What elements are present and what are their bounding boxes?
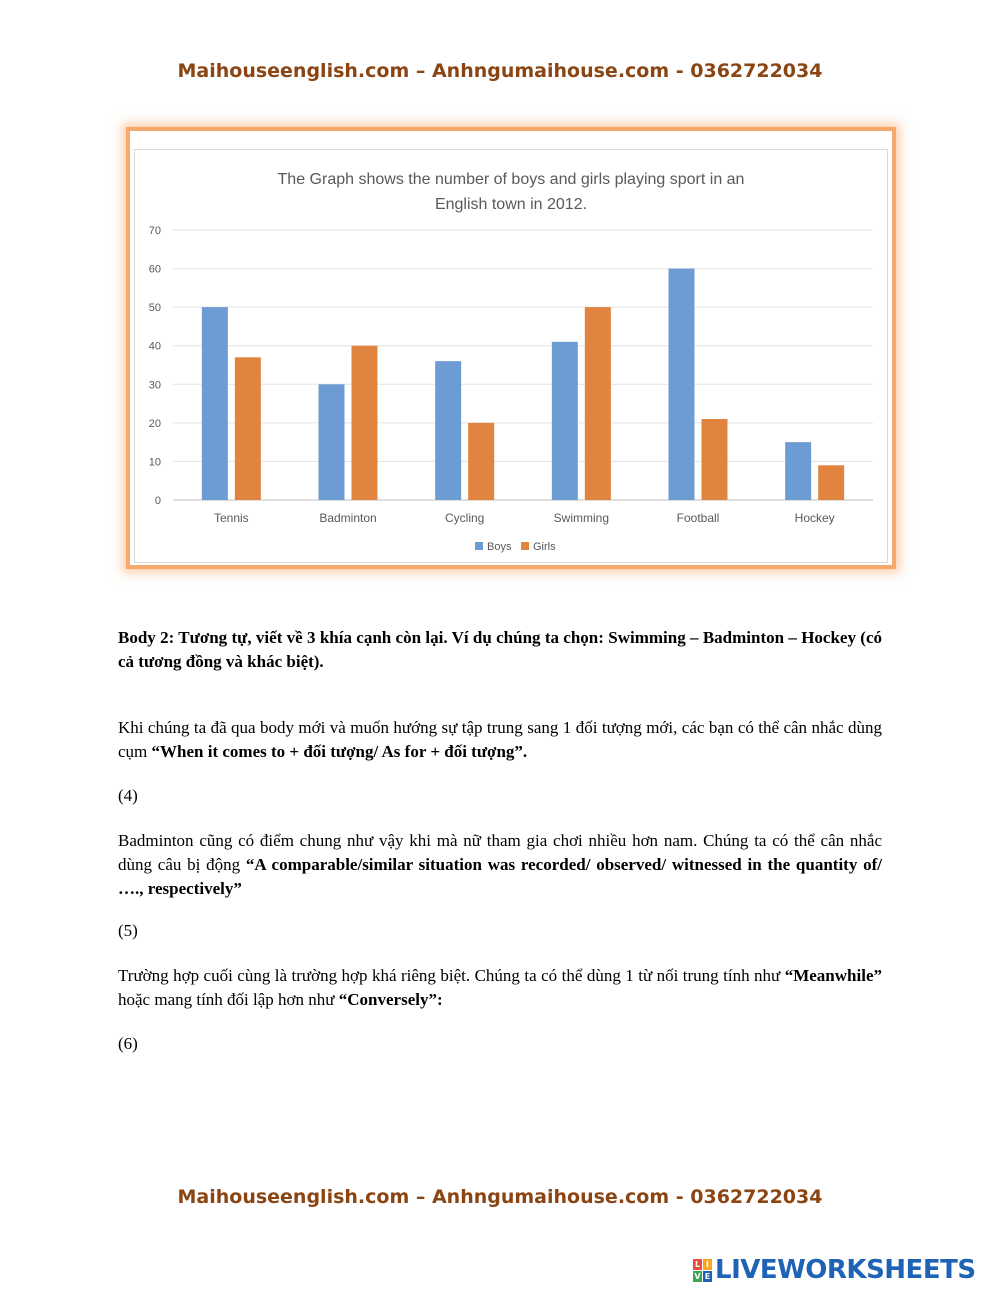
paragraph-3-phrase-2: “Conversely”: [338,990,443,1009]
paragraph-3-text-2: hoặc mang tính đối lập hơn như [118,990,339,1009]
x-tick-label: Football [676,511,720,525]
bar-girls [818,465,844,500]
y-tick-label: 70 [148,225,161,237]
paragraph-1-phrase: “When it comes to + đối tượng/ As for + đối tượng”. [151,742,528,761]
x-tick-label: Cycling [444,511,485,525]
bar-boys [319,384,345,500]
answer-marker-6: (6) [118,1034,138,1053]
body2-heading [118,626,882,674]
bar-girls [235,357,261,500]
answer-marker-4: (4) [118,786,138,805]
chart-title-line-2: English town in 2012. [434,196,588,213]
page-header: Maihouseenglish.com – Anhngumaihouse.com - 0362722034 [177,60,823,82]
chart-container [134,149,888,563]
bar-girls [585,307,611,500]
bar-boys [669,269,695,500]
logo-letter: L [694,1259,701,1269]
logo-letter: I [703,1259,712,1270]
logo-letter: V [694,1271,701,1281]
legend-label: Boys [487,541,512,553]
bar-girls [352,346,378,500]
bar-boys [202,307,228,500]
paragraph-2 [118,829,882,901]
chart-title-line-1: The Graph shows the number of boys and girls playing sport in an [277,171,745,188]
paragraph-3-text-1: Trường hợp cuối cùng là trường hợp khá riêng biệt. Chúng ta có thể dùng 1 từ nối trung tính như [118,966,785,985]
paragraph-2-phrase: “A comparable/similar situation was recorded/ observed/ witnessed in the quantity of/ …., respectively” [118,855,882,898]
y-tick-label: 0 [154,495,161,507]
legend-swatch [475,542,483,550]
liveworksheets-logo [693,1255,976,1285]
bar-girls [702,419,728,500]
paragraph-2-text: Badminton cũng có điểm chung như vậy khi mà nữ tham gia chơi nhiều hơn nam. Chúng ta có thể cân nhắc dùng câu bị động [118,831,882,874]
y-tick-label: 20 [148,417,161,430]
y-tick-label: 40 [148,340,161,353]
answer-marker-5: (5) [118,921,138,940]
bar-boys [785,442,811,500]
paragraph-3-phrase-1: “Meanwhile” [784,966,882,985]
bar-boys [435,361,461,500]
chart-frame [126,127,896,569]
y-tick-label: 60 [148,263,161,276]
bar-chart [135,150,887,562]
liveworksheets-logo-icon [693,1259,712,1282]
legend-label: Girls [533,541,556,553]
bar-boys [552,342,578,500]
liveworksheets-logo-text: LIVEWORKSHEETS [715,1255,976,1285]
paragraph-1 [118,716,882,764]
paragraph-3 [118,964,882,1012]
y-tick-label: 50 [148,302,161,315]
paragraph-1-text: Khi chúng ta đã qua body mới và muốn hướng sự tập trung sang 1 đối tượng mới, các bạn có thể cân nhắc dùng cụm [118,718,882,761]
y-tick-label: 30 [148,379,161,392]
x-tick-label: Badminton [319,511,377,525]
x-tick-label: Swimming [553,511,610,525]
logo-letter: E [704,1271,711,1281]
x-tick-label: Tennis [213,511,249,525]
legend-swatch [521,542,529,550]
y-tick-label: 10 [148,456,161,469]
body2-heading-text: Body 2: Tương tự, viết về 3 khía cạnh còn lại. Ví dụ chúng ta chọn: Swimming – Badminton – Hockey (có cả tương đồng và khác biệt). [118,628,882,671]
x-tick-label: Hockey [794,511,835,525]
bar-girls [468,423,494,500]
page-footer: Maihouseenglish.com – Anhngumaihouse.com - 0362722034 [177,1186,823,1208]
